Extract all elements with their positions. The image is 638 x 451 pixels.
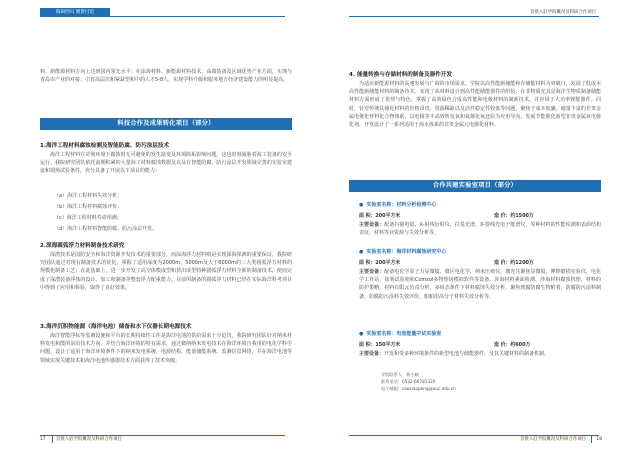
lab-2-equipment: 主要设备：配备电化学原子力显微镜，微区电化学，纳米压痕仪，激光共聚焦显微镜，摩擦磨损实验仪，电化学工作站，盐雾试验箱和Comsol多物理场模拟软件等设备。涉海材料素面检测、涉海材料腐蚀机理、材料的防护策略，材料有限元仿真分析，多组态条件下材料腐蚀失效分析，聚焦到腐防腐生物附着，防腐防污涂料制备，防腐防污涂料失效评价，船舶用高分子材料失效分析等。 xyxy=(359,269,601,300)
project-1-item-d: （d）海洋工程材料智能防腐、防污涂层开发。 xyxy=(54,226,158,232)
intro-paragraph: 料、新能源材料方向上达到国内领先水平；在涂海材料、新能源材料技术、高端装备及区域优势产业方面，实现与青岛市产业的对接；引育高层次和紧缺型和中的人才5-8人，实现学科升级和服务地方经济建设能力的明显提高。 xyxy=(40,69,292,84)
footer-separator xyxy=(591,436,592,443)
section-title-cooperation: 科技合作及成果转化项目（部分） xyxy=(40,118,292,130)
lab-2-name: ● 实验室名称：海洋材料腐蚀研究中心 xyxy=(359,249,447,255)
bullet-icon: ● xyxy=(359,249,364,255)
page-number: 17 xyxy=(40,437,46,442)
project-2-title: 2.深海圆弧浮力材料制备技术研究 xyxy=(40,243,125,249)
header-text: 首批入驻学院概况及科研合作项目 xyxy=(530,10,596,15)
lab-3-name: ● 实验室名称：电池能量中试实验室 xyxy=(359,331,442,337)
project-3-title: 3.海洋沉积物能源（海洋电池）储备和水下仪器长期电源技术 xyxy=(40,324,192,330)
header-tab: 海研西川 聚贤付迅 xyxy=(40,8,110,17)
header-rule xyxy=(349,16,599,17)
right-page xyxy=(319,0,638,451)
header-rule xyxy=(40,16,285,17)
footer-text: 首批入驻学院概况及科研合作项目 xyxy=(520,437,586,442)
contact-phone: 联系电话：0532-66781320 xyxy=(381,379,436,385)
project-1-title: 1.海洋工程材料腐蚀检测及智能防腐、防污涂层技术 xyxy=(40,143,170,149)
project-1-body: 海洋工程材料在苛刻环境下腐蚀时无可避免的发生演变及环境除垢影响问题，这也时刻威胁着海工装备的安全运行。我院研究团队依托前期积累的大量海工材料腐蚀数据及以及在智能防腐、防污涂层开发领域完善的实验室建设和现场试验条件，充分具备了开展以下项目的能力： xyxy=(40,152,292,175)
project-1-item-c: （c）海洋工程材料寿命预测； xyxy=(54,215,122,221)
project-4-title: 4. 能量转换与存储材料的制备及器件开发 xyxy=(349,72,453,78)
lab-1-equipment: 主要设备：配备扫描电镜、X-射线衍射仪、拉曼光谱、X-射线光电子能谱仪、等种材料的性能检测和表面结构表征，材料等业资源与失效分析等。 xyxy=(359,222,601,237)
project-4-body: 为适应新能源材料的高速发展与广阔的市场需求，学院以高性能新储能和存储能材料为突破口，发展了低成本高性能新储能材料的制备技术，实现了从材料设计到高性能储能器件的组装；在非物质光其是海洋生物质制备储能材料方面形成了优势与特色，掌握了高效绿色合成高性能和电极材料的制新技术，并应用于大功率锂能器件。同时，针对传统其储化材料的价格昂贵、资源稀缺以及活性稳定性较低等问题，聚焦于成本低廉、储量丰富的非贵金属电催化材料化合物体系，以电极等丰高效析氢氧和氧催化氧还原为应用导向，发展节能催化新型非贵金属氧电催化剂，开发设计了一系列适用于海水体系的非贵金属元电催化材料。 xyxy=(349,81,601,129)
page-number: 18 xyxy=(596,437,602,442)
project-1-item-b: （b）海洋工程材料腐蚀评价； xyxy=(54,204,123,210)
lab-1-area: 面 积：200平方米 xyxy=(359,213,401,219)
bullet-icon: ● xyxy=(359,202,364,208)
contact-person: 学院联系人：鲁小颖 xyxy=(381,372,419,377)
lab-3-equipment: 主要设备：开发和受多种环境条件的新型电池与储能器件，及其关键材料的制备机制。 xyxy=(359,351,550,357)
lab-1-investment: 造 价：约1500万 xyxy=(494,213,534,219)
lab-2-investment: 造 价：约1200万 xyxy=(494,260,534,266)
lab-2-area: 面 积：200平方米 xyxy=(359,260,401,266)
lab-1-name: ● 实验室名称：材料分析检测中心 xyxy=(359,202,437,208)
footer-separator xyxy=(52,436,53,443)
contact-block xyxy=(381,371,456,393)
lab-3-area: 面 积：150平方米 xyxy=(359,342,401,348)
project-3-body: 海洋智能浮标等监测设施和平台的长期持续性工作是海洋电池的供给需求十分迫切。我院研究团队针对纳米材料发电和能的前沿技术方向，并结合海洋环境的特有需求，通过微纳纳米发电技术在海洋环境自我用的电化学科学问题，设计了适用于海洋环境条件下的纳米发电系统、电源结构、能量储能系统、监测信息网络，并在海洋电池等领域实现关键技术和海洋电池传感器技术方面获得了技术突破。 xyxy=(40,333,292,364)
section-title-labs: 合作共建实验室项目（部分） xyxy=(349,180,601,192)
contact-email[interactable]: 电子邮箱：caoxiaopeng@ouc.edu.cn xyxy=(381,386,456,392)
project-1-item-a: （a）海洋工程材料失效分析； xyxy=(54,193,123,199)
project-2-body: 深潜技术是国防安全和海洋资源开发技术的重要部分，而深海浮力材料则是实现深海探测的重要保证。我院研究团队通过对现有制备技术的优化，掌握了适用深度为2000m、5000m及大于6000m的三大类圆弧浮力材料的规模化制备工艺；在此基础上，进一步开发了高空体模成型和挤出成型特种圆弧浮力材料全新的制备技术，使而完成了深潜装备浮体的设计、加工和制备等整套浮力配重能力。目前所制备的圆弧浮力材料已经在实际海洋科考项目中得到了应用和检验，取得了良好效果。 xyxy=(40,252,292,291)
bullet-icon: ● xyxy=(359,331,364,337)
lab-3-investment: 造 价：约600万 xyxy=(494,342,531,348)
footer-text: 首批入驻学院概况及科研合作项目 xyxy=(56,437,122,442)
